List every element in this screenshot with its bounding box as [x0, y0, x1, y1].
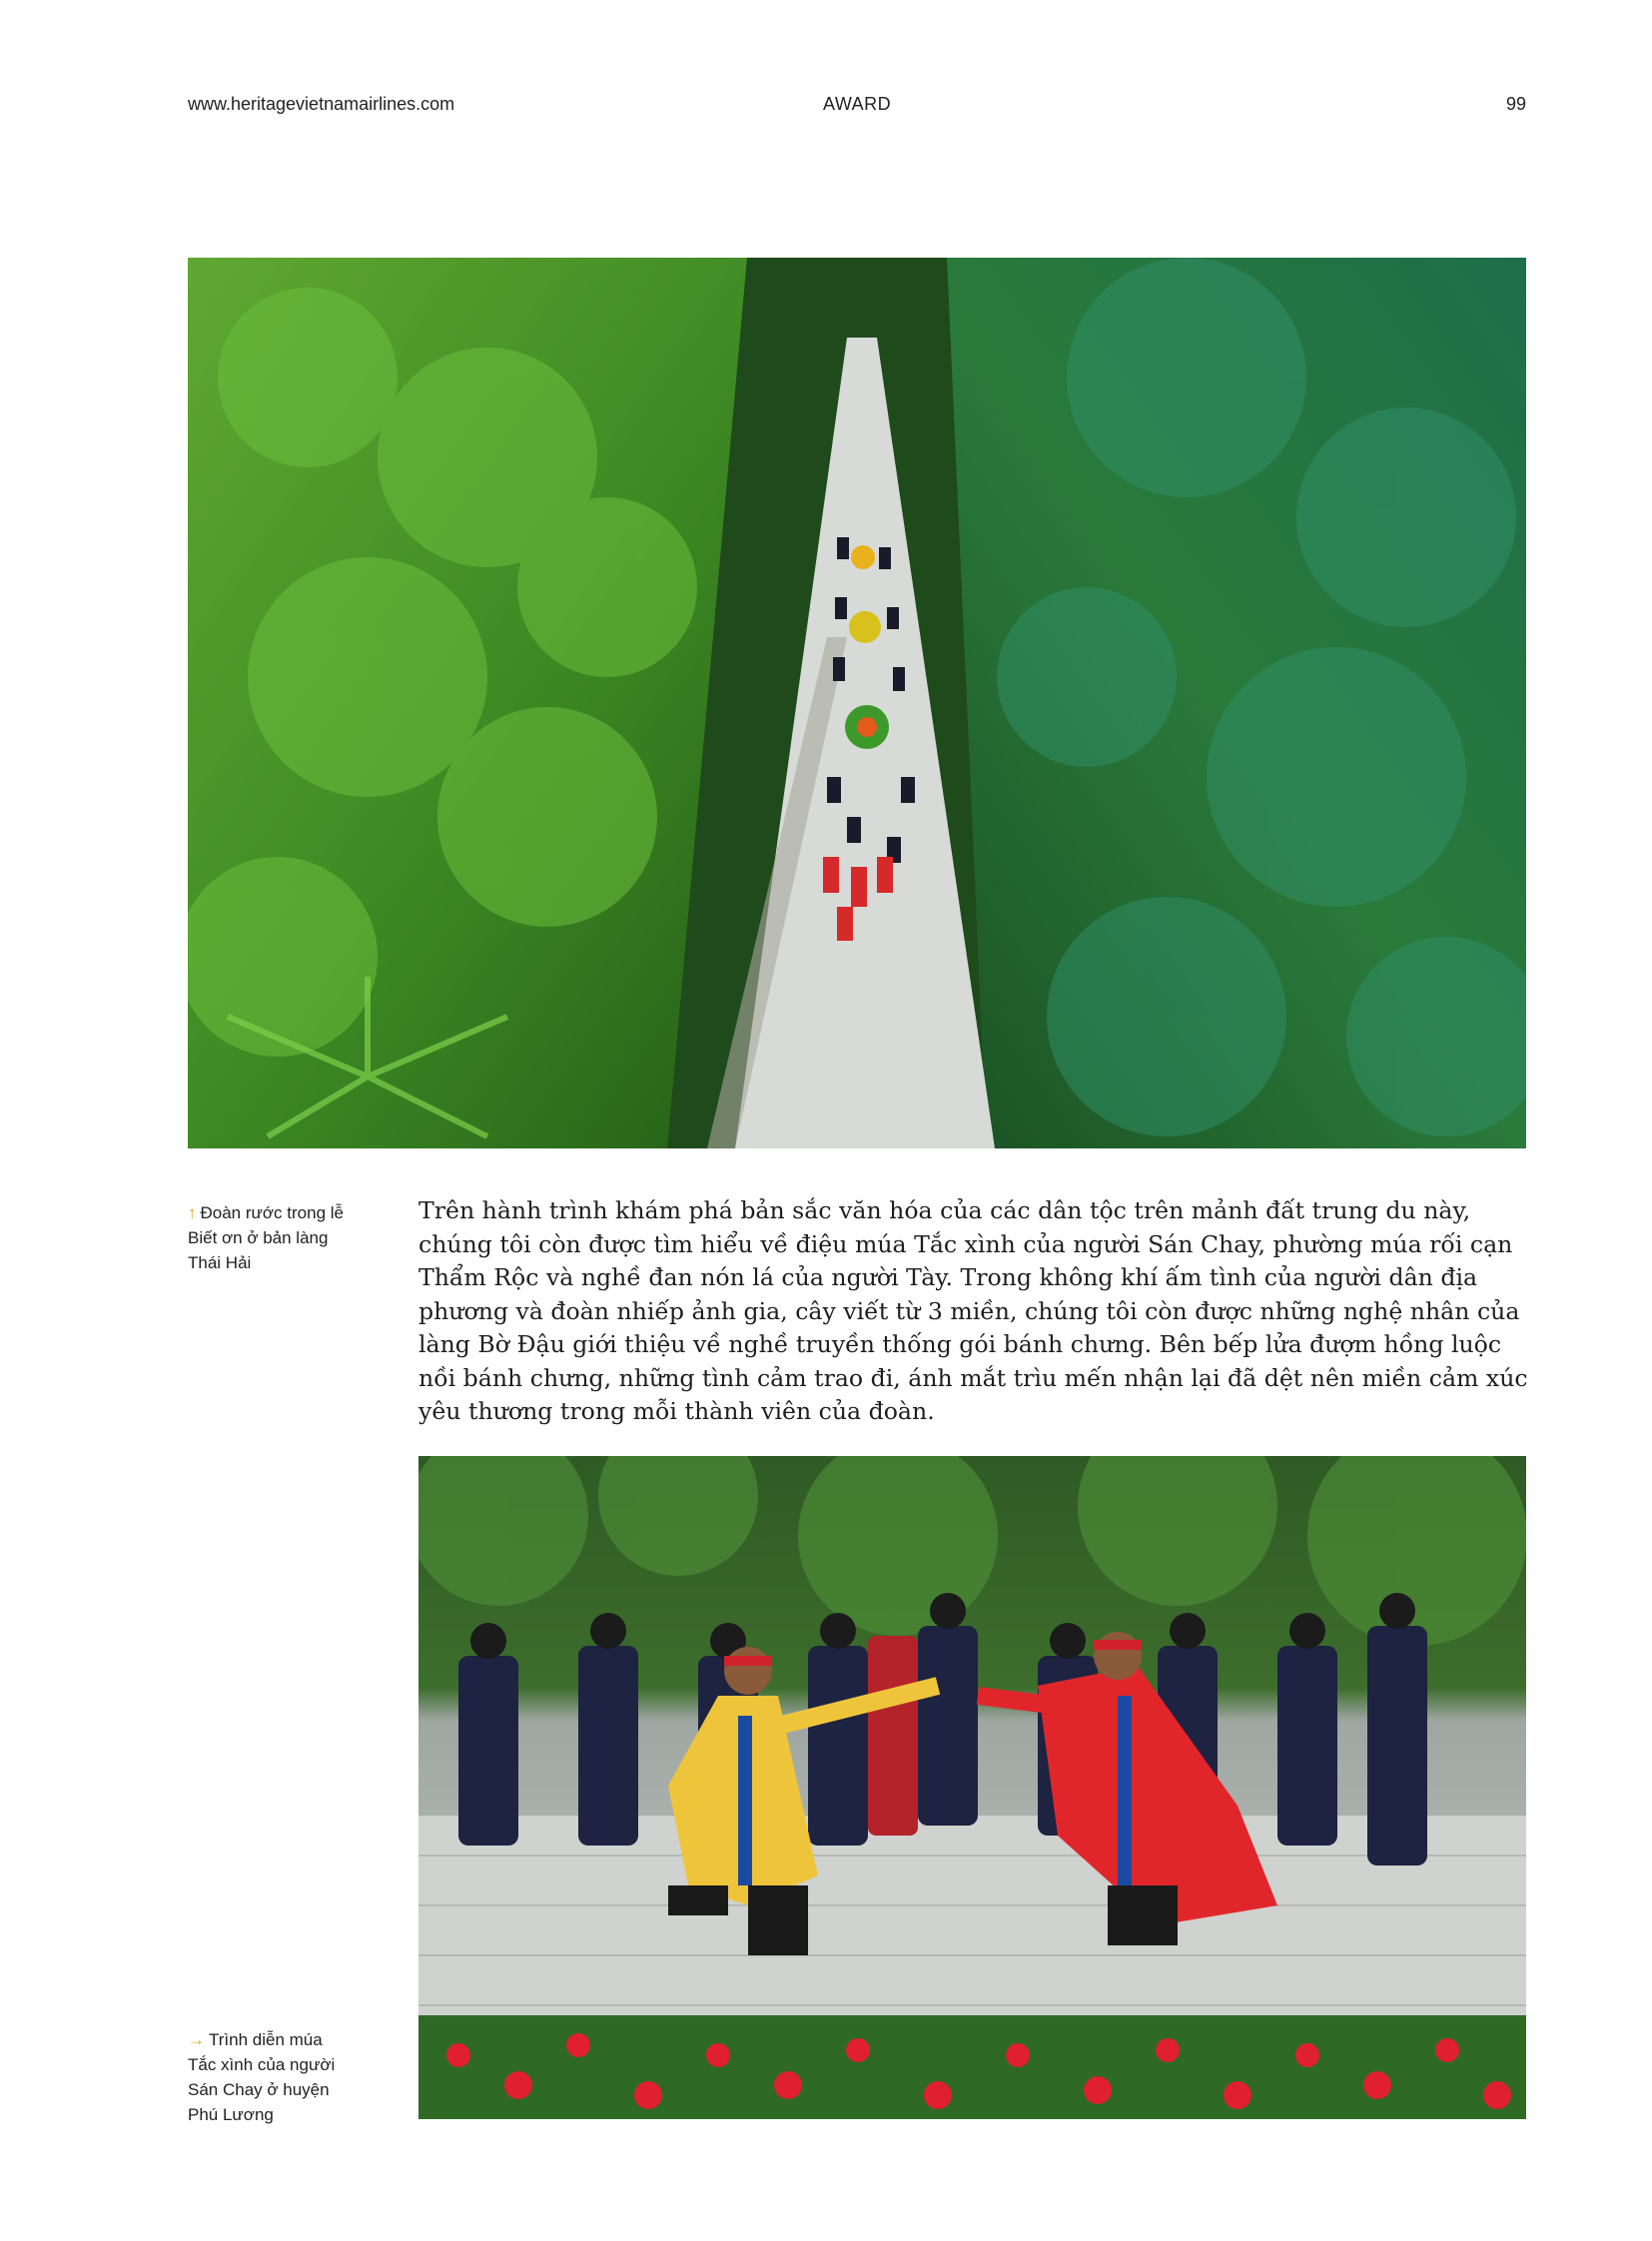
photo-caption-top [188, 1200, 348, 1275]
caption-text: Đoàn rước trong lễ Biết ơn ở bản làng Thái Hải [188, 1203, 344, 1272]
arrow-up-icon: ↑ [188, 1203, 197, 1222]
dance-performance-photo [418, 1456, 1526, 2119]
photo-caption-bottom [188, 2027, 348, 2127]
arrow-right-icon: → [188, 2030, 205, 2049]
page-header [188, 94, 1526, 118]
section-label: AWARD [823, 94, 892, 114]
website-url[interactable]: www.heritagevietnamairlines.com [188, 94, 455, 114]
procession-photo [188, 258, 1526, 1148]
article-paragraph: Trên hành trình khám phá bản sắc văn hóa của các dân tộc trên mảnh đất trung du này, chúng tôi còn được tìm hiểu về điệu múa Tắc xình của người Sán Chay, phường múa rối cạn Thẩm Rộc và nghề đan nón lá của người Tày. Trong không khí ấm tình của người dân địa phương và đoàn nhiếp ảnh gia, cây viết từ 3 miền, chúng tôi còn được những nghệ nhân của làng Bờ Đậu giới thiệu về nghề truyền thống gói bánh chưng. Bên bếp lửa đượm hồng luộc nồi bánh chưng, những tình cảm trao đi, ánh mắt trìu mến nhận lại đã dệt nên miền cảm xúc yêu thương trong mỗi thành viên của đoàn. [418, 1196, 1528, 1425]
page-number: 99 [1505, 94, 1526, 114]
caption-text: Trình diễn múa Tắc xình của người Sán Chay ở huyện Phú Lương [188, 2030, 336, 2124]
